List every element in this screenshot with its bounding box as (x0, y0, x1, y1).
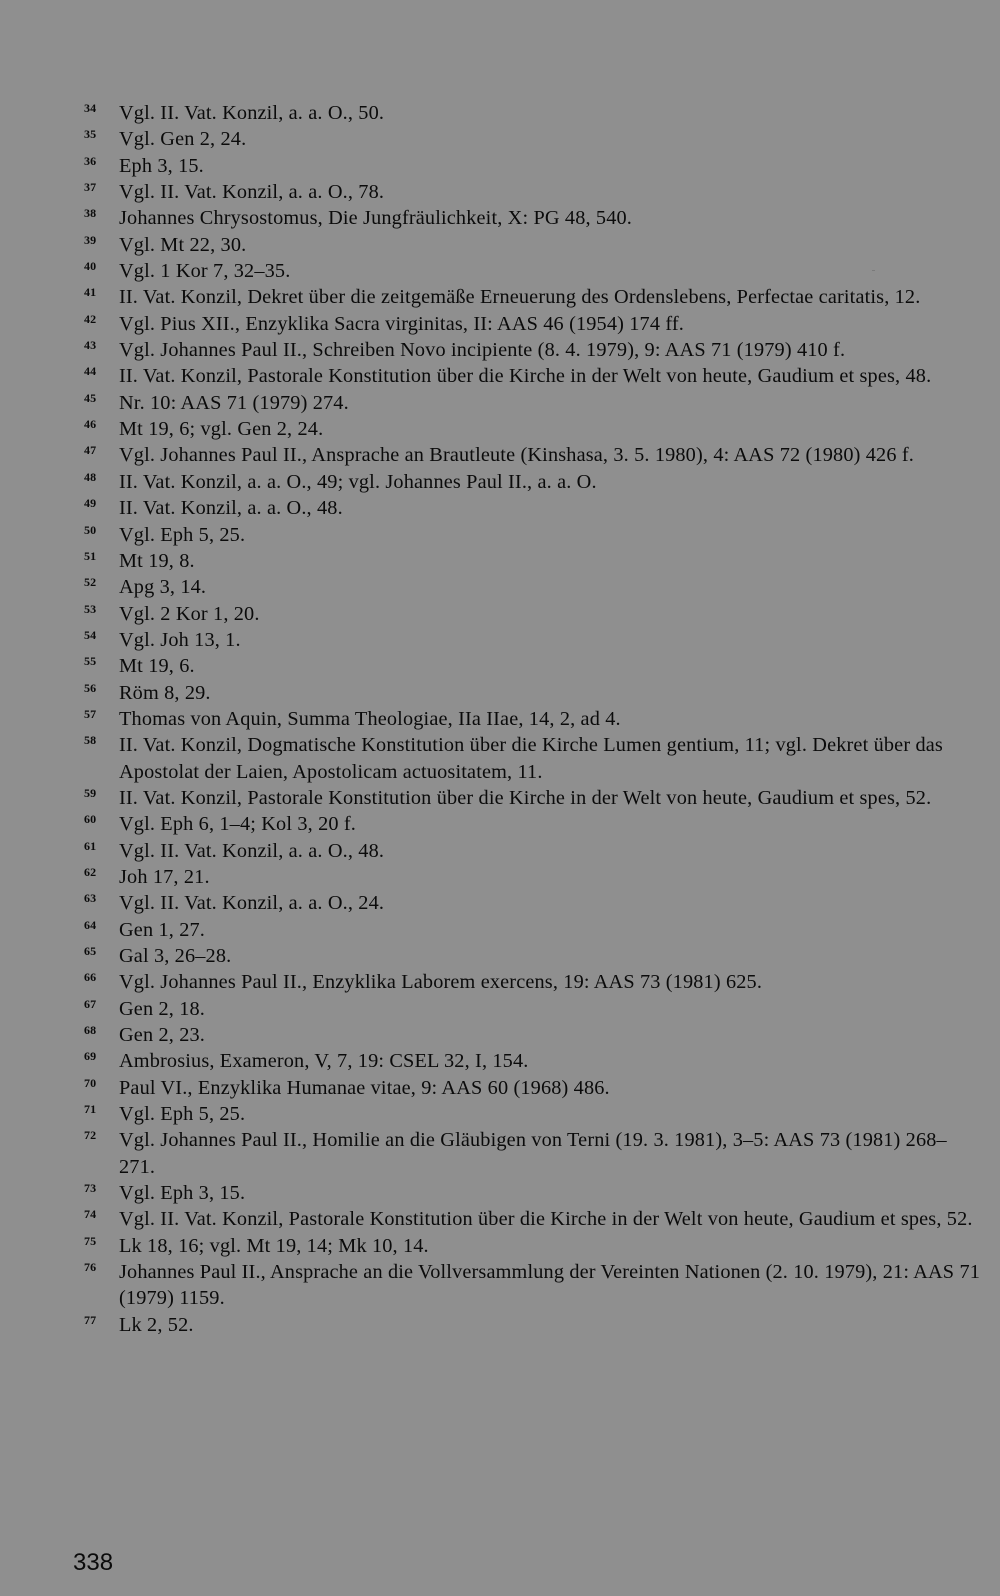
footnote-text: Vgl. II. Vat. Konzil, Pastorale Konstitution über die Kirche in der Welt von heute, Gaudium et spes, 52. (119, 1208, 973, 1231)
footnote-55 (84, 653, 982, 679)
footnote-number: 47 (84, 443, 97, 458)
footnote-number: 67 (84, 996, 97, 1011)
footnote-number: 48 (84, 469, 97, 484)
footnote-73 (84, 1180, 982, 1206)
footnote-74 (84, 1206, 982, 1232)
footnote-text: Nr. 10: AAS 71 (1979) 274. (119, 391, 349, 414)
footnote-text: Thomas von Aquin, Summa Theologiae, IIa IIae, 14, 2, ad 4. (119, 707, 621, 730)
footnote-text: Vgl. Johannes Paul II., Schreiben Novo incipiente (8. 4. 1979), 9: AAS 71 (1979) 410 f. (119, 339, 846, 362)
footnote-text: Apg 3, 14. (119, 576, 207, 599)
footnote-number: 72 (84, 1128, 97, 1143)
footnote-56 (84, 680, 982, 706)
footnote-text: Vgl. 1 Kor 7, 32–35. (119, 260, 291, 283)
footnote-71 (84, 1101, 982, 1127)
footnote-number: 40 (84, 259, 97, 274)
footnote-68 (84, 1022, 982, 1048)
footnote-number: 57 (84, 706, 97, 721)
footnote-text: Vgl. 2 Kor 1, 20. (119, 602, 260, 625)
footnote-number: 42 (84, 311, 97, 326)
footnote-text: Vgl. Eph 5, 25. (119, 523, 246, 546)
footnote-number: 44 (84, 364, 97, 379)
footnote-number: 34 (84, 101, 97, 115)
footnote-52 (84, 574, 982, 600)
footnote-number: 38 (84, 206, 97, 221)
footnote-35 (84, 126, 982, 152)
footnote-39 (84, 232, 982, 258)
footnote-text: Vgl. Eph 5, 25. (119, 1103, 246, 1126)
footnote-text: Vgl. Gen 2, 24. (119, 128, 247, 151)
footnote-text: Vgl. Johannes Paul II., Enzyklika Laborem exercens, 19: AAS 73 (1981) 625. (119, 971, 763, 994)
footnote-59 (84, 785, 982, 811)
footnote-text: Röm 8, 29. (119, 681, 211, 704)
footnote-77 (84, 1312, 982, 1338)
footnote-65 (84, 943, 982, 969)
footnote-list (84, 100, 982, 1338)
footnote-number: 71 (84, 1102, 97, 1117)
footnote-number: 62 (84, 864, 97, 879)
footnote-text: Johannes Paul II., Ansprache an die Vollversammlung der Vereinten Nationen (2. 10. 1979), 21: AAS 71 (1979) 1159. (119, 1261, 981, 1310)
footnote-text: Gen 2, 18. (119, 997, 205, 1020)
footnote-53 (84, 601, 982, 627)
footnote-60 (84, 811, 982, 837)
scan-speck (872, 270, 875, 271)
footnote-44 (84, 363, 982, 389)
footnote-text: Vgl. Eph 6, 1–4; Kol 3, 20 f. (119, 813, 357, 836)
footnote-text: II. Vat. Konzil, Pastorale Konstitution über die Kirche in der Welt von heute, Gaudium et spes, 48. (119, 365, 932, 388)
footnote-63 (84, 890, 982, 916)
footnote-text: Mt 19, 6; vgl. Gen 2, 24. (119, 418, 324, 441)
footnote-text: Gen 2, 23. (119, 1024, 205, 1047)
footnote-number: 35 (84, 127, 97, 142)
footnote-number: 69 (84, 1049, 97, 1064)
footnote-38 (84, 205, 982, 231)
footnote-text: Vgl. II. Vat. Konzil, a. a. O., 50. (119, 102, 385, 124)
footnote-text: II. Vat. Konzil, Dogmatische Konstitution über die Kirche Lumen gentium, 11; vgl. Dekret über das Apostolat der Laien, Apostolicam actuositatem, 11. (119, 734, 943, 783)
footnote-number: 73 (84, 1181, 97, 1196)
footnote-text: II. Vat. Konzil, Dekret über die zeitgemäße Erneuerung des Ordenslebens, Perfectae caritatis, 12. (119, 286, 921, 309)
footnote-text: II. Vat. Konzil, Pastorale Konstitution über die Kirche in der Welt von heute, Gaudium et spes, 52. (119, 786, 932, 809)
footnote-number: 68 (84, 1023, 97, 1038)
footnote-text: Gen 1, 27. (119, 918, 205, 941)
footnote-number: 45 (84, 390, 97, 405)
footnote-text: Vgl. Johannes Paul II., Ansprache an Brautleute (Kinshasa, 3. 5. 1980), 4: AAS 72 (1980) 426 f. (119, 444, 914, 467)
footnote-number: 43 (84, 338, 97, 353)
footnote-number: 46 (84, 417, 97, 432)
footnote-number: 49 (84, 496, 97, 511)
footnote-text: Vgl. II. Vat. Konzil, a. a. O., 48. (119, 839, 385, 862)
footnote-text: II. Vat. Konzil, a. a. O., 48. (119, 497, 343, 520)
footnote-text: Ambrosius, Exameron, V, 7, 19: CSEL 32, I, 154. (119, 1050, 529, 1073)
footnote-number: 53 (84, 601, 97, 616)
footnote-text: Joh 17, 21. (119, 865, 210, 888)
footnote-number: 64 (84, 917, 97, 932)
footnote-number: 61 (84, 838, 97, 853)
footnote-text: Mt 19, 6. (119, 655, 195, 678)
footnote-number: 65 (84, 944, 97, 958)
footnote-43 (84, 337, 982, 363)
page-number: 338 (73, 1549, 114, 1576)
footnote-46 (84, 416, 982, 442)
footnote-number: 66 (84, 970, 97, 985)
footnote-45 (84, 390, 982, 416)
footnote-number: 59 (84, 785, 97, 800)
footnote-number: 54 (84, 627, 97, 642)
footnote-number: 50 (84, 522, 97, 537)
footnote-number: 41 (84, 285, 97, 300)
footnote-36 (84, 153, 982, 179)
footnote-62 (84, 864, 982, 890)
footnote-number: 36 (84, 153, 97, 168)
footnote-text: Vgl. II. Vat. Konzil, a. a. O., 78. (119, 181, 385, 204)
footnote-number: 37 (84, 180, 97, 195)
footnote-41 (84, 284, 982, 310)
footnote-number: 77 (84, 1312, 97, 1327)
footnote-text: II. Vat. Konzil, a. a. O., 49; vgl. Johannes Paul II., a. a. O. (119, 470, 597, 493)
footnote-number: 51 (84, 548, 97, 563)
footnote-number: 63 (84, 891, 97, 906)
footnote-number: 58 (84, 733, 97, 748)
footnote-66 (84, 969, 982, 995)
footnote-47 (84, 442, 982, 468)
footnote-text: Vgl. Joh 13, 1. (119, 628, 241, 651)
footnote-number: 75 (84, 1233, 97, 1248)
footnote-text: Eph 3, 15. (119, 154, 204, 177)
footnote-text: Gal 3, 26–28. (119, 945, 232, 967)
footnote-text: Paul VI., Enzyklika Humanae vitae, 9: AAS 60 (1968) 486. (119, 1076, 610, 1099)
footnote-text: Vgl. II. Vat. Konzil, a. a. O., 24. (119, 892, 385, 915)
footnote-42 (84, 311, 982, 337)
footnote-text: Mt 19, 8. (119, 549, 195, 572)
footnote-34 (84, 100, 982, 126)
footnote-text: Vgl. Johannes Paul II., Homilie an die Gläubigen von Terni (19. 3. 1981), 3–5: AAS 73 (1981) 268–271. (119, 1129, 947, 1178)
footnote-51 (84, 548, 982, 574)
footnote-number: 56 (84, 680, 97, 695)
footnote-number: 60 (84, 812, 97, 827)
footnote-61 (84, 838, 982, 864)
footnote-48 (84, 469, 982, 495)
footnote-number: 55 (84, 654, 97, 669)
footnote-number: 76 (84, 1260, 97, 1275)
footnote-57 (84, 706, 982, 732)
footnote-40 (84, 258, 982, 284)
footnote-number: 39 (84, 232, 97, 247)
footnote-text: Vgl. Pius XII., Enzyklika Sacra virginitas, II: AAS 46 (1954) 174 ff. (119, 312, 685, 335)
footnote-49 (84, 495, 982, 521)
footnote-70 (84, 1075, 982, 1101)
footnote-number: 74 (84, 1207, 97, 1222)
footnote-text: Vgl. Mt 22, 30. (119, 233, 247, 256)
footnote-75 (84, 1233, 982, 1259)
footnote-text: Lk 18, 16; vgl. Mt 19, 14; Mk 10, 14. (119, 1234, 429, 1257)
footnote-text: Vgl. Eph 3, 15. (119, 1182, 246, 1205)
footnote-54 (84, 627, 982, 653)
footnote-text: Johannes Chrysostomus, Die Jungfräulichkeit, X: PG 48, 540. (119, 207, 633, 230)
footnote-37 (84, 179, 982, 205)
footnote-number: 70 (84, 1075, 97, 1090)
footnote-76 (84, 1259, 982, 1312)
footnote-58 (84, 732, 982, 785)
footnote-number: 52 (84, 575, 97, 590)
footnote-50 (84, 522, 982, 548)
footnote-72 (84, 1127, 982, 1180)
footnote-text: Lk 2, 52. (119, 1313, 194, 1336)
footnote-64 (84, 917, 982, 943)
footnote-69 (84, 1048, 982, 1074)
footnote-67 (84, 996, 982, 1022)
